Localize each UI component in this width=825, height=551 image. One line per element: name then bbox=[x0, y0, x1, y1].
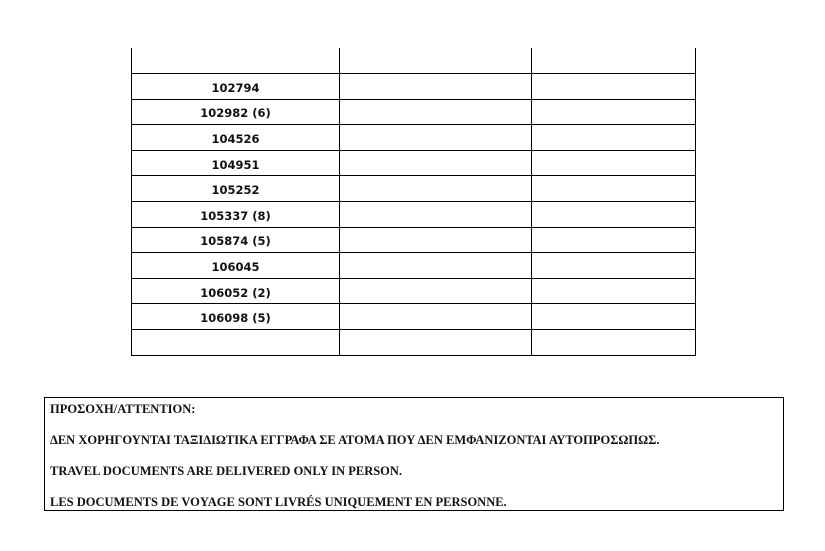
table-cell-id: 104526 bbox=[132, 125, 340, 150]
table-cell-id: 102794 bbox=[132, 74, 340, 99]
table-cell-id bbox=[132, 48, 340, 73]
table-cell-empty bbox=[532, 125, 695, 150]
table-cell-id: 102982 (6) bbox=[132, 100, 340, 125]
table-cell-empty bbox=[340, 202, 532, 227]
table-cell-empty bbox=[532, 100, 695, 125]
table-row bbox=[132, 175, 695, 201]
reference-number-table bbox=[131, 48, 696, 356]
table-row bbox=[132, 99, 695, 125]
table-cell-id: 105337 (8) bbox=[132, 202, 340, 227]
table-cell-empty bbox=[340, 125, 532, 150]
table-cell-empty bbox=[340, 74, 532, 99]
table-row bbox=[132, 124, 695, 150]
table-cell-empty bbox=[340, 253, 532, 278]
table-row bbox=[132, 227, 695, 253]
table-cell-empty bbox=[532, 74, 695, 99]
table-cell-empty bbox=[532, 228, 695, 253]
table-cell-empty bbox=[532, 176, 695, 201]
table-cell-empty bbox=[340, 176, 532, 201]
table-row bbox=[132, 48, 695, 73]
table-cell-id: 105874 (5) bbox=[132, 228, 340, 253]
table-cell-id: 104951 bbox=[132, 151, 340, 176]
table-cell-empty bbox=[340, 228, 532, 253]
table-cell-id: 106045 bbox=[132, 253, 340, 278]
table-row bbox=[132, 252, 695, 278]
table-cell-empty bbox=[340, 304, 532, 329]
table-row bbox=[132, 150, 695, 176]
attention-notice-box bbox=[44, 397, 784, 511]
table-cell-empty bbox=[532, 151, 695, 176]
table-cell-empty bbox=[340, 48, 532, 73]
table-row bbox=[132, 329, 695, 355]
table-cell-empty bbox=[532, 48, 695, 73]
table-cell-empty bbox=[340, 330, 532, 355]
table-cell-empty bbox=[340, 100, 532, 125]
notice-english-text: TRAVEL DOCUMENTS ARE DELIVERED ONLY IN PERSON. bbox=[50, 464, 403, 478]
table-cell-id: 106098 (5) bbox=[132, 304, 340, 329]
table-cell-id: 106052 (2) bbox=[132, 279, 340, 304]
table-cell-empty bbox=[532, 202, 695, 227]
table-cell-id: 105252 bbox=[132, 176, 340, 201]
table-cell-empty bbox=[532, 304, 695, 329]
table-row bbox=[132, 201, 695, 227]
table-cell-empty bbox=[340, 151, 532, 176]
notice-greek-text: ΔΕΝ ΧΟΡΗΓΟΥΝΤΑΙ ΤΑΞΙΔΙΩΤΙΚΑ ΕΓΓΡΑΦΑ ΣΕ ΑΤΟΜΑ ΠΟΥ ΔΕΝ ΕΜΦΑΝΙΖΟΝΤΑΙ ΑΥΤΟΠΡΟΣΩΠΩΣ. bbox=[50, 433, 660, 447]
table-cell-empty bbox=[340, 279, 532, 304]
table-cell-id bbox=[132, 330, 340, 355]
notice-heading: ΠΡΟΣΟΧΗ/ATTENTION: bbox=[50, 402, 196, 416]
table-cell-empty bbox=[532, 279, 695, 304]
table-row bbox=[132, 73, 695, 99]
table-cell-empty bbox=[532, 253, 695, 278]
table-row bbox=[132, 278, 695, 304]
table-cell-empty bbox=[532, 330, 695, 355]
notice-french-text: LES DOCUMENTS DE VOYAGE SONT LIVRÉS UNIQUEMENT EN PERSONNE. bbox=[50, 495, 507, 509]
table-row bbox=[132, 303, 695, 329]
